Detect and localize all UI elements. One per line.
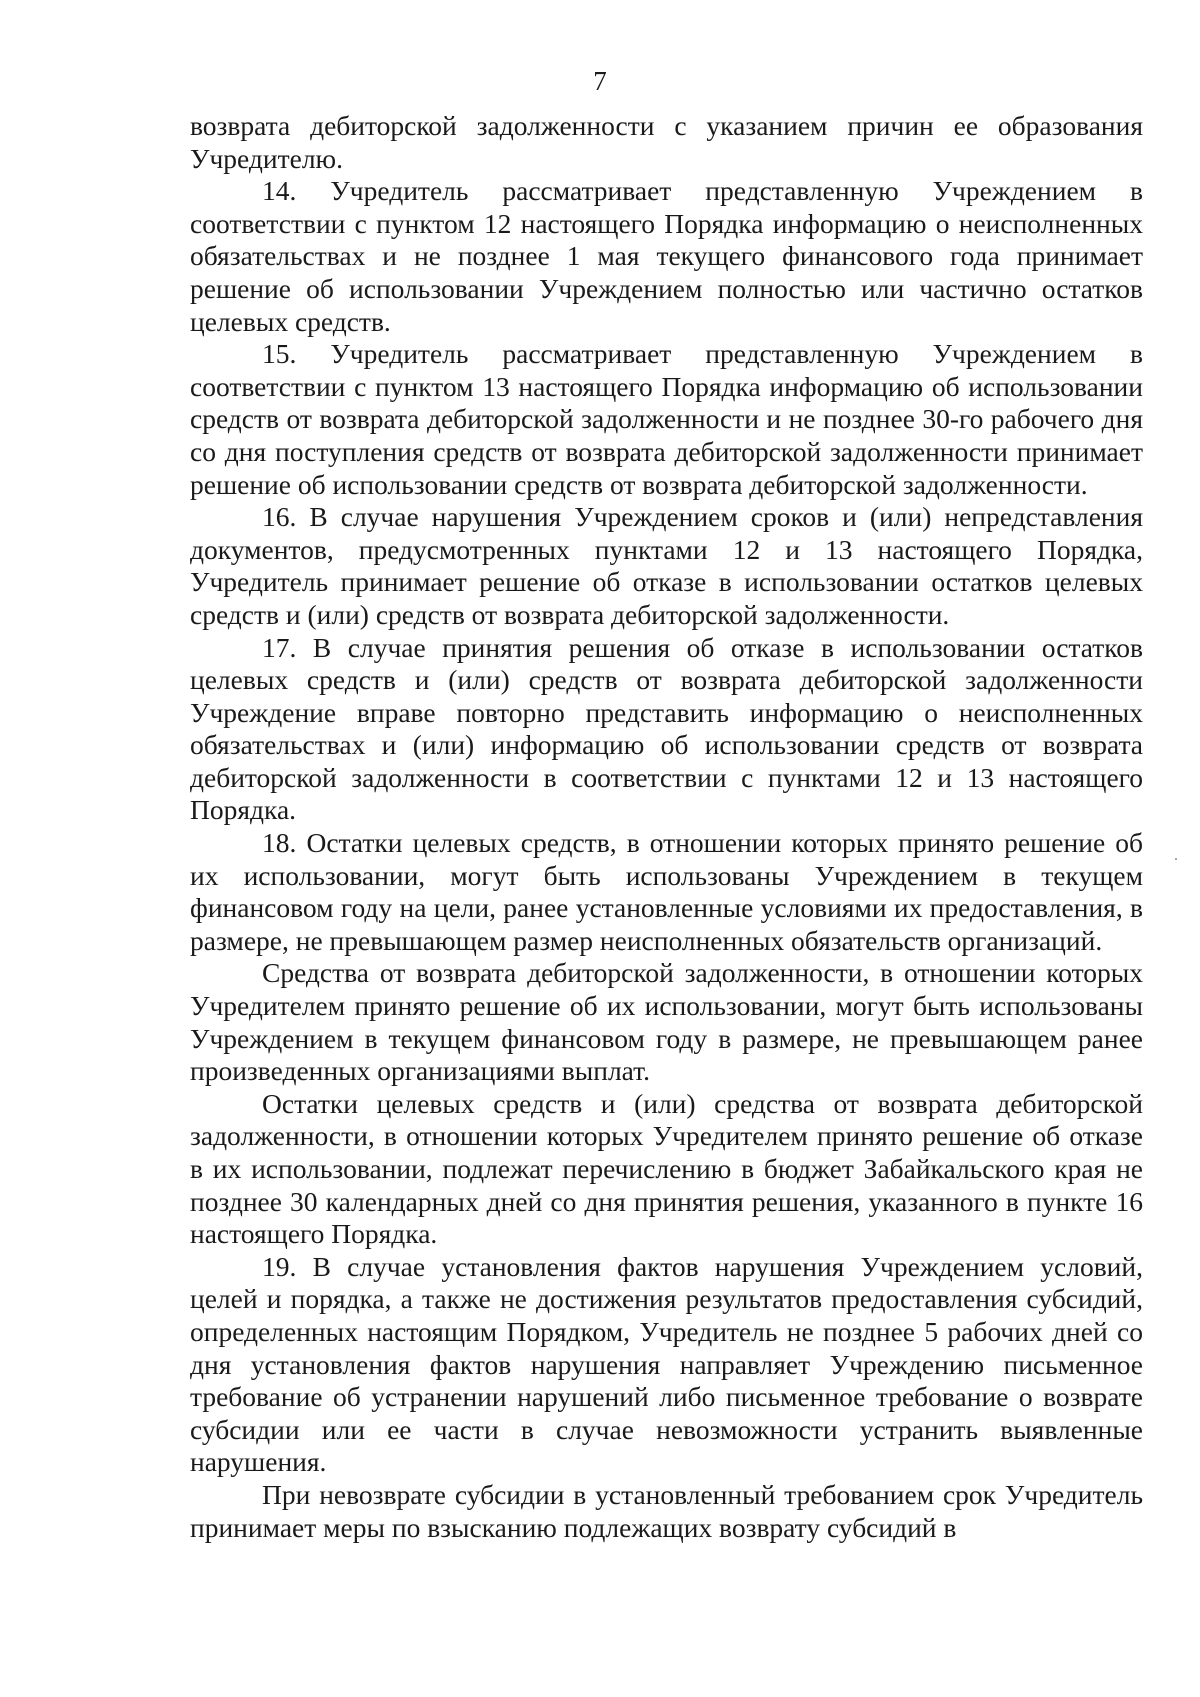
- paragraph-18-second: Средства от возврата дебиторской задолженности, в отношении которых Учредителем принято решение об их использовании, могут быть использованы Учреждением в текущем финансовом году в размере, не превышающем ранее произведенных организациями выплат.: [190, 957, 1143, 1087]
- paragraph-14: 14. Учредитель рассматривает представленную Учреждением в соответствии с пунктом 12 настоящего Порядка информацию о неисполненных обязательствах и не позднее 1 мая текущего финансового года принимает решение об использовании Учреждением полностью или частично остатков целевых средств.: [190, 175, 1143, 337]
- paragraph-19: 19. В случае установления фактов нарушения Учреждением условий, целей и порядка, а также не достижения результатов предоставления субсидий, определенных настоящим Порядком, Учредитель не позднее 5 рабочих дней со дня установления фактов нарушения направляет Учреждению письменное требование об устранении нарушений либо письменное требование о возврате субсидии или ее части в случае невозможности устранить выявленные нарушения.: [190, 1250, 1143, 1478]
- paragraph-19-second: При невозврате субсидии в установленный требованием срок Учредитель принимает меры по взысканию подлежащих возврату субсидий в: [190, 1478, 1143, 1543]
- paragraph-continuation: возврата дебиторской задолженности с указанием причин ее образования Учредителю.: [190, 110, 1143, 174]
- paragraph-16: 16. В случае нарушения Учреждением сроков и (или) непредставления документов, предусмотренных пунктами 12 и 13 настоящего Порядка, Учредитель принимает решение об отказе в использовании остатков целевых средств и (или) средств от возврата дебиторской задолженности.: [190, 501, 1143, 630]
- page-number: 7: [593, 66, 607, 96]
- document-body: [190, 110, 1143, 1544]
- scan-speck: [1175, 858, 1177, 860]
- paragraph-18-third: Остатки целевых средств и (или) средства от возврата дебиторской задолженности, в отношении которых Учредителем принято решение об отказе в их использовании, подлежат перечислению в бюджет Забайкальского края не позднее 30 календарных дней со дня принятия решения, указанного в пункте 16 настоящего Порядка.: [190, 1087, 1143, 1250]
- paragraph-15: 15. Учредитель рассматривает представленную Учреждением в соответствии с пунктом 13 настоящего Порядка информацию об использовании средств от возврата дебиторской задолженности и не позднее 30-го рабочего дня со дня поступления средств от возврата дебиторской задолженности принимает решение об использовании средств от возврата дебиторской задолженности.: [190, 338, 1143, 500]
- paragraph-17: 17. В случае принятия решения об отказе в использовании остатков целевых средств и (или) средств от возврата дебиторской задолженности Учреждение вправе повторно представить информацию о неисполненных обязательствах и (или) информацию об использовании средств от возврата дебиторской задолженности в соответствии с пунктами 12 и 13 настоящего Порядка.: [190, 631, 1143, 826]
- paragraph-18: 18. Остатки целевых средств, в отношении которых принято решение об их использовании, могут быть использованы Учреждением в текущем финансовом году на цели, ранее установленные условиями их предоставления, в размере, не превышающем размер неисполненных обязательств организаций.: [190, 827, 1143, 956]
